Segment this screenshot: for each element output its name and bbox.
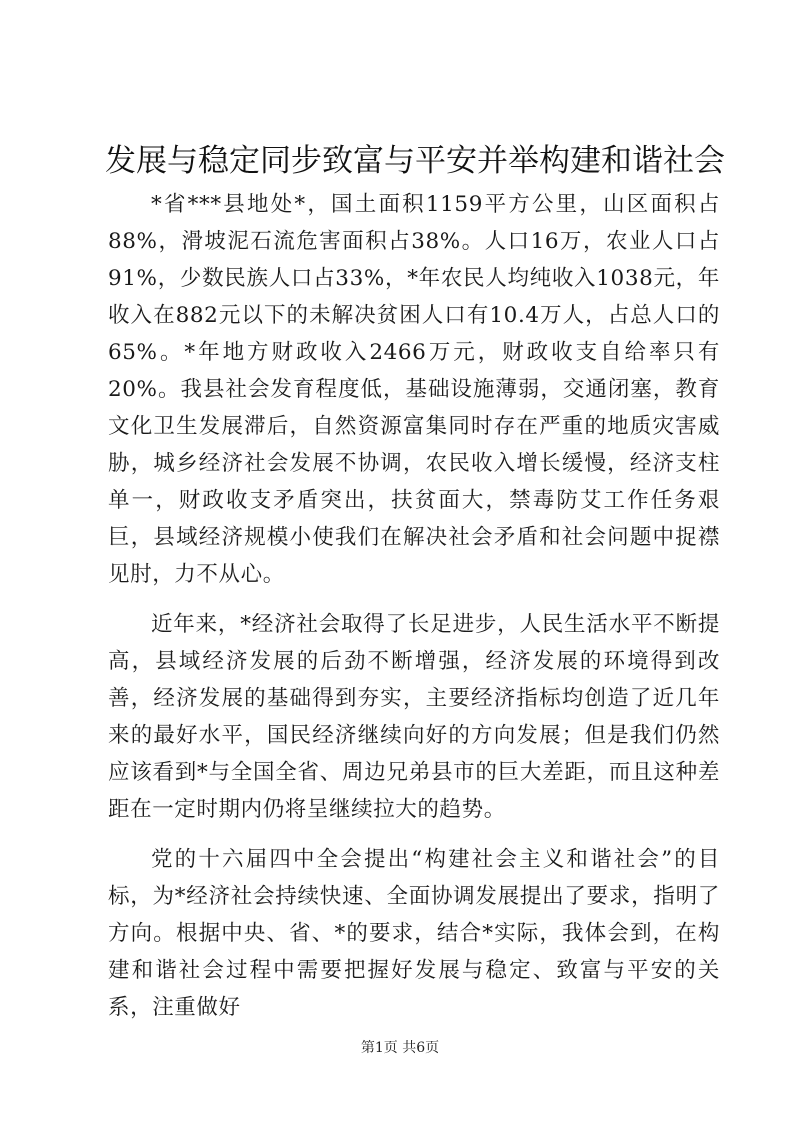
document-title: 发展与稳定同步致富与平安并举构建和谐社会: [105, 143, 725, 179]
document-body: [108, 186, 720, 1039]
paragraph-2: 近年来，*经济社会取得了长足进步，人民生活水平不断提高，县域经济发展的后劲不断增强，经济发展的环境得到改善，经济发展的基础得到夯实，主要经济指标均创造了近几年来的最好水平，国民经济继续向好的方向发展；但是我们仍然应该看到*与全国全省、周边兄弟县市的巨大差距，而且这种差距在一定时期内仍将呈继续拉大的趋势。: [108, 612, 720, 822]
paragraph-3: 党的十六届四中全会提出“构建社会主义和谐社会”的目标，为*经济社会持续快速、全面协调发展提出了要求，指明了方向。根据中央、省、*的要求，结合*实际，我体会到，在构建和谐社会过程中需要把握好发展与稳定、致富与平安的关系，注重做好: [108, 847, 720, 1020]
page-number-footer: 第1页 共6页: [360, 1040, 440, 1056]
paragraph-1: *省***县地处*，国土面积1159平方公里，山区面积占88%，滑坡泥石流危害面积占38%。人口16万，农业人口占91%，少数民族人口占33%，*年农民人均纯收入1038元，年收入在882元以下的未解决贫困人口有10.4万人，占总人口的65%。*年地方财政收入2466万元，财政收支自给率只有20%。我县社会发育程度低，基础设施薄弱，交通闭塞，教育文化卫生发展滞后，自然资源富集同时存在严重的地质灾害威胁，城乡经济社会发展不协调，农民收入增长缓慢，经济支柱单一，财政收支矛盾突出，扶贫面大，禁毒防艾工作任务艰巨，县域经济规模小使我们在解决社会矛盾和社会问题中捉襟见肘，力不从心。: [108, 192, 720, 587]
